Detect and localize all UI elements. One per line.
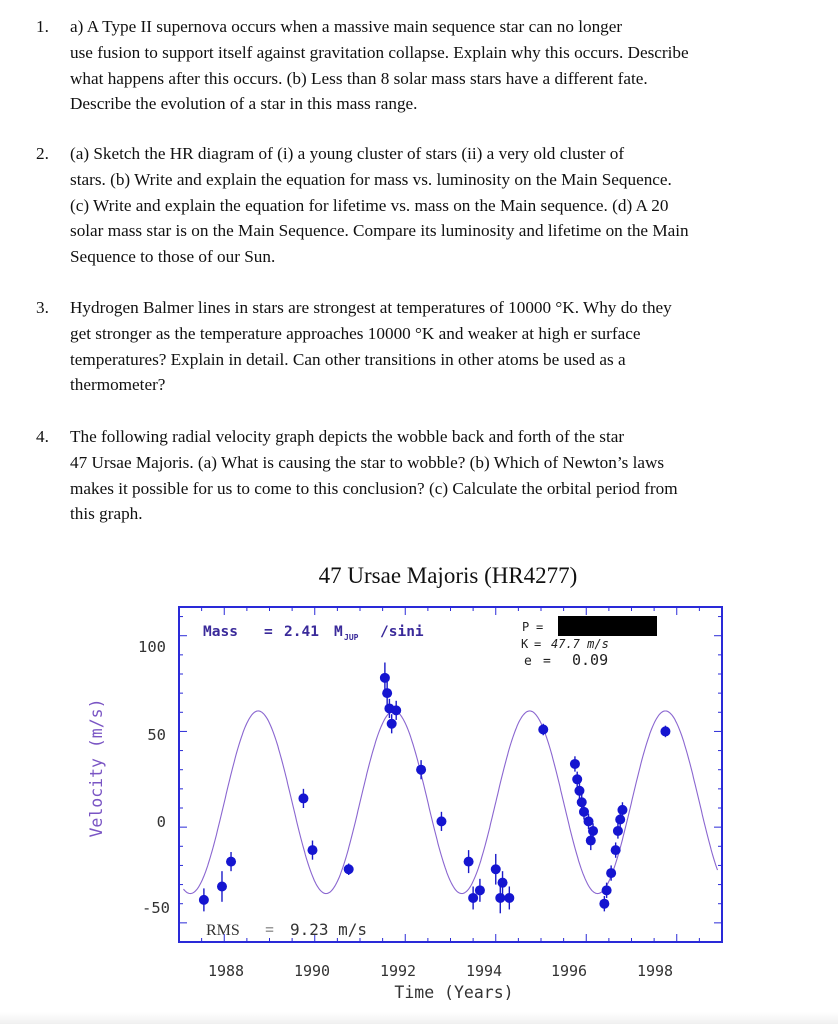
data-point [387, 714, 397, 733]
data-point [538, 724, 548, 735]
x-tick-label: 1998 [636, 962, 674, 980]
question-line: temperatures? Explain in detail. Can other transitions in other atoms be used as a [70, 349, 626, 369]
data-marker [491, 864, 501, 874]
axis-ticks [179, 607, 722, 942]
data-point [599, 896, 609, 911]
question-line: Hydrogen Balmer lines in stars are strongest at temperatures of 10000 °K. Why do they [70, 298, 672, 317]
rms-annotation [206, 920, 367, 939]
data-marker [577, 797, 587, 807]
question-line: thermometer? [70, 375, 166, 395]
question-line: The following radial velocity graph depicts the wobble back and forth of the star [70, 427, 625, 446]
page-bottom-edge [0, 1012, 838, 1024]
y-tick-label: 50 [147, 726, 166, 744]
data-point [199, 888, 209, 911]
mass-value: 2.41 [284, 624, 319, 640]
data-marker [504, 893, 514, 903]
question-line: makes it possible for us to come to this conclusion? (c) Calculate the orbital period from [70, 478, 678, 498]
data-marker [602, 885, 612, 895]
data-marker [344, 864, 354, 874]
question-line: use fusion to support itself against gravitation collapse. Explain why this occurs. Describe [70, 42, 689, 62]
data-marker [298, 793, 308, 803]
x-axis-label: Time (Years) [394, 983, 514, 1002]
question-line: 47 Ursae Majoris. (a) What is causing the star to wobble? (b) Which of Newton’s laws [70, 452, 665, 472]
data-point [504, 886, 514, 909]
data-point [611, 842, 621, 857]
data-marker [307, 845, 317, 855]
data-marker [613, 826, 623, 836]
question-number: 4. [36, 427, 49, 446]
data-point [391, 701, 401, 720]
question-line: stars. (b) Write and explain the equation for mass vs. luminosity on the Main Sequence. [70, 169, 672, 189]
period-eq: = [536, 620, 544, 634]
mass-unit-subscript: JUP [344, 633, 359, 642]
data-point [307, 841, 317, 860]
x-tick-labels [208, 962, 673, 980]
data-marker [217, 881, 227, 891]
question-number: 3. [36, 298, 49, 317]
redaction-box [558, 616, 657, 636]
data-marker [606, 868, 616, 878]
x-tick-label: 1990 [293, 962, 331, 980]
data-marker [586, 836, 596, 846]
data-point [574, 783, 584, 798]
data-marker [416, 765, 426, 775]
mass-label: Mass [203, 624, 238, 640]
question-line: Sequence to those of our Sun. [70, 247, 276, 267]
data-point [660, 726, 670, 737]
data-marker [615, 814, 625, 824]
data-marker [660, 726, 670, 736]
data-marker [199, 895, 209, 905]
data-marker [498, 878, 508, 888]
e-label: e [524, 654, 532, 669]
k-value: 47.7 m/s [551, 637, 609, 651]
plot-frame [179, 607, 722, 942]
question-number: 1. [36, 17, 49, 36]
k-label: K [521, 637, 529, 651]
question-line: (a) Sketch the HR diagram of (i) a young cluster of stars (ii) a very old cluster of [70, 144, 625, 163]
data-point [226, 852, 236, 871]
data-marker [574, 786, 584, 796]
x-tick-label: 1988 [207, 962, 245, 980]
rms-value: 9.23 m/s [290, 920, 368, 939]
y-tick-labels [138, 638, 170, 917]
data-marker [226, 857, 236, 867]
x-tick-label: 1996 [550, 962, 588, 980]
data-point [217, 871, 227, 902]
data-marker [382, 688, 392, 698]
data-marker [391, 705, 401, 715]
question-line: a) A Type II supernova occurs when a massive main sequence star can no longer [70, 17, 623, 36]
data-point [298, 789, 308, 808]
mass-suffix: /sini [380, 624, 424, 640]
data-marker [468, 893, 478, 903]
data-marker [588, 826, 598, 836]
question-line: this graph. [70, 504, 143, 524]
data-marker [611, 845, 621, 855]
y-axis-label: Velocity (m/s) [87, 698, 106, 838]
y-tick-label: 0 [156, 813, 166, 831]
data-marker [570, 759, 580, 769]
data-marker [380, 673, 390, 683]
data-point [344, 864, 354, 875]
x-tick-label: 1994 [465, 962, 503, 980]
question-line: get stronger as the temperature approaches 10000 °K and weaker at high er surface [70, 323, 641, 343]
data-marker [538, 725, 548, 735]
chart-title: 47 Ursae Majoris (HR4277) [318, 563, 578, 588]
mass-eq: = [264, 624, 273, 640]
mass-annotation [203, 624, 424, 642]
data-marker [617, 805, 627, 815]
y-tick-label: 100 [138, 638, 166, 656]
data-point [613, 823, 623, 838]
data-point [602, 883, 612, 898]
data-marker [584, 816, 594, 826]
data-point [436, 812, 446, 831]
question-line: what happens after this occurs. (b) Less than 8 solar mass stars have a different fate. [70, 68, 648, 88]
question-line: solar mass star is on the Main Sequence. Compare its luminosity and lifetime on the Main [70, 221, 689, 241]
data-point [570, 756, 580, 771]
rms-label: RMS [206, 922, 240, 939]
data-marker [436, 816, 446, 826]
data-point [498, 871, 508, 894]
rms-eq: = [265, 922, 275, 939]
mass-unit: M [334, 624, 343, 640]
data-marker [579, 807, 589, 817]
question-line: Describe the evolution of a star in this mass range. [70, 94, 418, 114]
data-marker [464, 857, 474, 867]
period-label: P [522, 620, 530, 634]
orbit-params [521, 616, 657, 669]
k-eq: = [534, 637, 542, 651]
data-point [416, 760, 426, 779]
data-marker [495, 893, 505, 903]
x-tick-label: 1992 [379, 962, 417, 980]
e-eq: = [543, 654, 551, 669]
data-marker [572, 774, 582, 784]
data-point [572, 772, 582, 787]
y-tick-label: -50 [142, 899, 170, 917]
sine-fit-curve [184, 711, 718, 894]
data-points [199, 663, 671, 914]
data-point [464, 850, 474, 873]
e-value: 0.09 [572, 651, 609, 669]
data-marker [387, 719, 397, 729]
data-marker [599, 899, 609, 909]
question-number: 2. [36, 144, 49, 163]
data-marker [475, 885, 485, 895]
question-line: (c) Write and explain the equation for lifetime vs. mass on the Main sequence. (d) A 20 [70, 195, 669, 215]
